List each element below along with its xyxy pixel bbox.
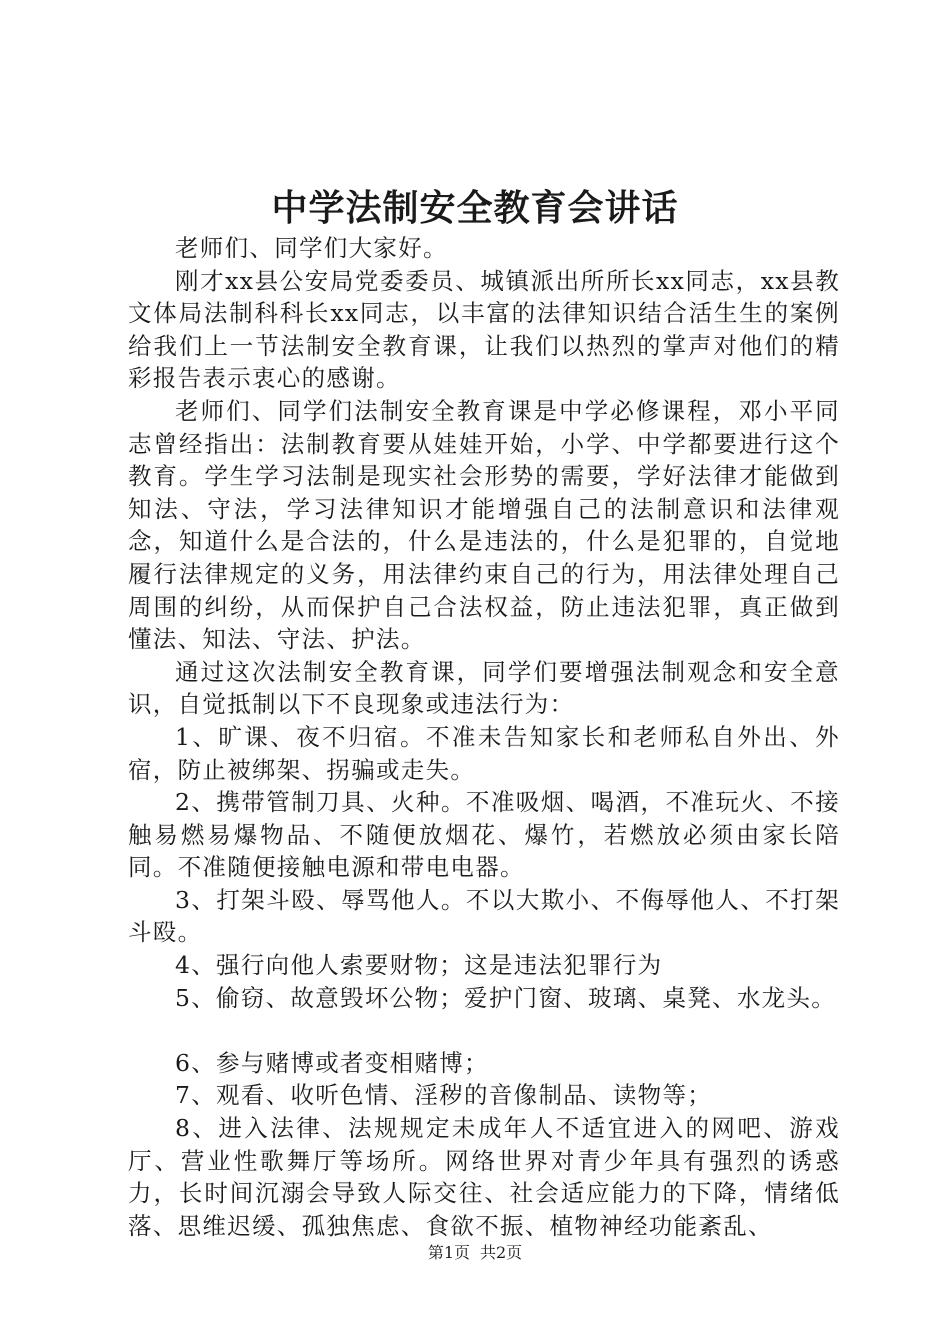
list-item: 8、进入法律、法规规定未成年人不适宜进入的网吧、游戏厅、营业性歌舞厅等场所。网络世界对青少年具有强烈的诱惑力，长时间沉溺会导致人际交往、社会适应能力的下降，情绪低落、思维迟缓、孤独焦虑、食欲不振、植物神经功能紊乱、 — [128, 1114, 840, 1240]
thanks-paragraph: 刚才xx县公安局党委委员、城镇派出所所长xx同志，xx县教文体局法制科科长xx同志，以丰富的法律知识结合活生生的案例给我们上一节法制安全教育课，让我们以热烈的掌声对他们的精彩报告表示衷心的感谢。 — [128, 266, 840, 393]
greeting-paragraph: 老师们、同学们大家好。 — [175, 234, 448, 262]
document-body — [128, 232, 840, 1242]
list-item: 2、携带管制刀具、火种。不准吸烟、喝酒，不准玩火、不接触易燃易爆物品、不随便放烟花、爆竹，若燃放必须由家长陪同。不准随便接触电源和带电电器。 — [128, 788, 840, 882]
list-item: 1、旷课、夜不归宿。不准未告知家长和老师私自外出、外宿，防止被绑架、拐骗或走失。 — [128, 722, 840, 784]
document-title: 中学法制安全教育会讲话 — [271, 187, 679, 229]
list-item: 7、观看、收听色情、淫秽的音像制品、读物等； — [175, 1081, 713, 1110]
page-number-current: 第1页 — [427, 1243, 470, 1262]
paragraph-spacer — [128, 1014, 840, 1047]
list-item: 3、打架斗殴、辱骂他人。不以大欺小、不侮辱他人、不打架斗殴。 — [128, 885, 840, 947]
list-item: 6、参与赌博或者变相赌博； — [175, 1048, 489, 1077]
page-footer — [0, 1242, 950, 1264]
page-number-total: 共2页 — [480, 1243, 523, 1262]
list-item: 4、强行向他人索要财物；这是违法犯罪行为 — [175, 951, 663, 980]
list-item: 5、偷窃、故意毁坏公物；爱护门窗、玻璃、桌凳、水龙头。 — [175, 983, 837, 1012]
intro-list-paragraph: 通过这次法制安全教育课，同学们要增强法制观念和安全意识，自觉抵制以下不良现象或违法行为： — [128, 657, 840, 719]
importance-paragraph: 老师们、同学们法制安全教育课是中学必修课程，邓小平同志曾经指出：法制教育要从娃娃开始，小学、中学都要进行这个教育。学生学习法制是现实社会形势的需要，学好法律才能做到知法、守法，学习法律知识才能增强自己的法制意识和法律观念，知道什么是合法的，什么是违法的，什么是犯罪的，自觉地履行法律规定的义务，用法律约束自己的行为，用法律处理自己周围的纠纷，从而保护自己合法权益，防止违法犯罪，真正做到懂法、知法、守法、护法。 — [128, 396, 840, 654]
